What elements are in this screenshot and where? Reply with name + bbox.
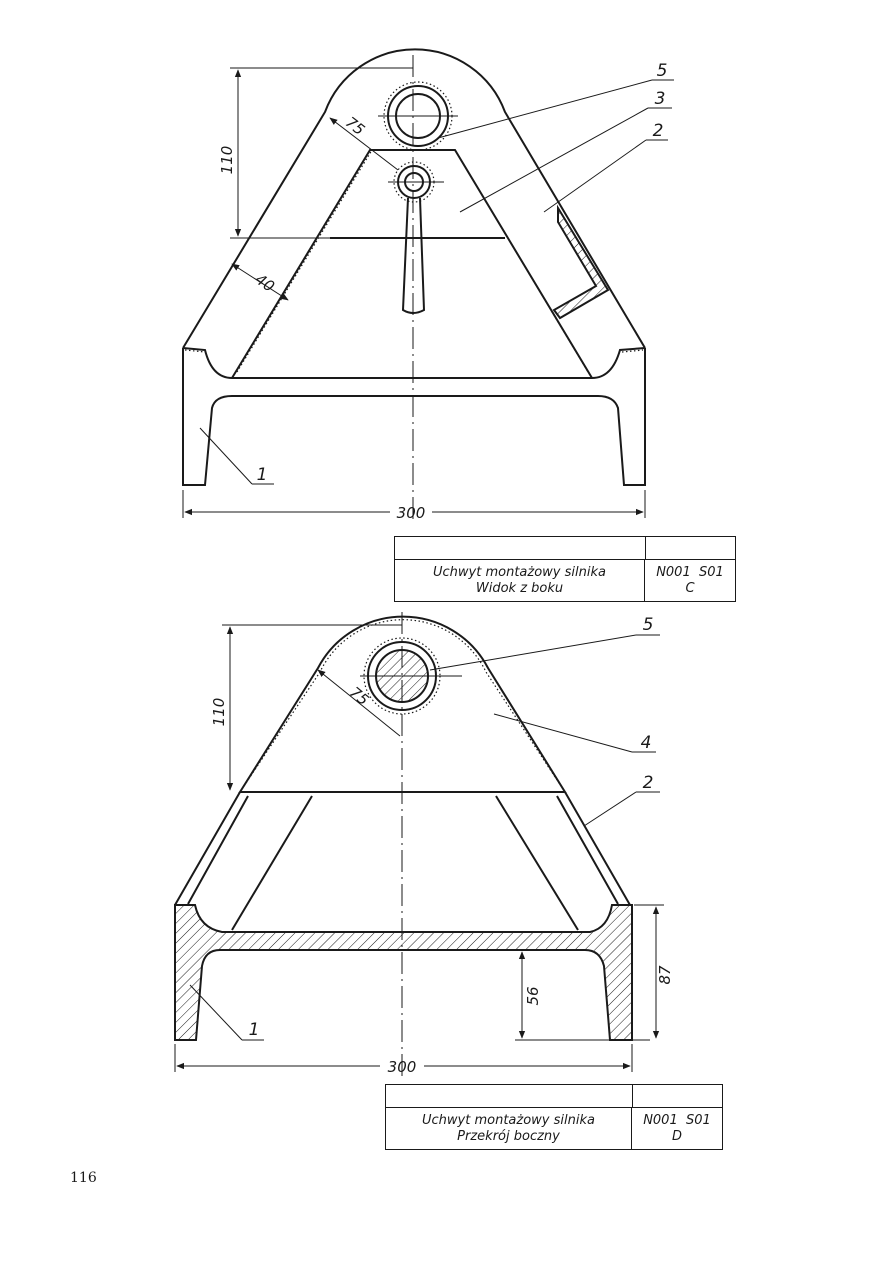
- title-block-bottom-code: N001 S01: [643, 1112, 711, 1128]
- svg-text:2: 2: [642, 773, 654, 793]
- svg-text:2: 2: [652, 121, 664, 141]
- dim-300-b-label: 300: [387, 1058, 417, 1076]
- leader-4: [494, 714, 656, 753]
- title-block-bottom-line2: Przekrój boczny: [457, 1128, 560, 1144]
- dim-75-b-label: 75: [346, 683, 373, 710]
- svg-text:1: 1: [256, 465, 268, 485]
- leader-2: [544, 121, 668, 212]
- dim-110-b-label: 110: [210, 697, 228, 727]
- dim-110-label: 110: [218, 145, 236, 175]
- dim-300-label: 300: [396, 504, 426, 522]
- title-block-top-line2: Widok z boku: [475, 580, 564, 596]
- hatched-rib: [554, 208, 608, 318]
- leader-5-b: [430, 615, 660, 670]
- svg-text:5: 5: [656, 61, 668, 81]
- dim-40-label: 40: [251, 270, 278, 296]
- base-flange: [183, 348, 645, 485]
- title-block-bottom-sheet: D: [671, 1128, 682, 1144]
- svg-text:5: 5: [642, 615, 654, 635]
- title-block-top-code: N001 S01: [656, 564, 724, 580]
- svg-text:3: 3: [654, 89, 666, 109]
- title-block-top-sheet: C: [685, 580, 695, 596]
- dim-56-label: 56: [524, 986, 542, 1006]
- title-block-bottom: [385, 1084, 723, 1150]
- title-block-bottom-line1: Uchwyt montażowy silnika: [422, 1112, 595, 1128]
- leader-1: [200, 428, 274, 485]
- leader-1-b: [190, 985, 264, 1040]
- leader-3: [460, 89, 672, 212]
- top-view: [183, 49, 674, 522]
- title-block-top: [394, 536, 736, 602]
- inner-frame: [232, 150, 592, 378]
- title-block-top-line1: Uchwyt montażowy silnika: [433, 564, 606, 580]
- leader-5: [438, 61, 674, 138]
- dim-87-label: 87: [656, 965, 674, 985]
- svg-text:1: 1: [248, 1020, 260, 1040]
- base-section: [175, 905, 632, 1040]
- leader-2-b: [584, 773, 660, 826]
- page-number: 116: [70, 1170, 97, 1186]
- svg-text:4: 4: [640, 733, 652, 753]
- bottom-view: [175, 612, 674, 1080]
- dim-75-label: 75: [342, 113, 369, 140]
